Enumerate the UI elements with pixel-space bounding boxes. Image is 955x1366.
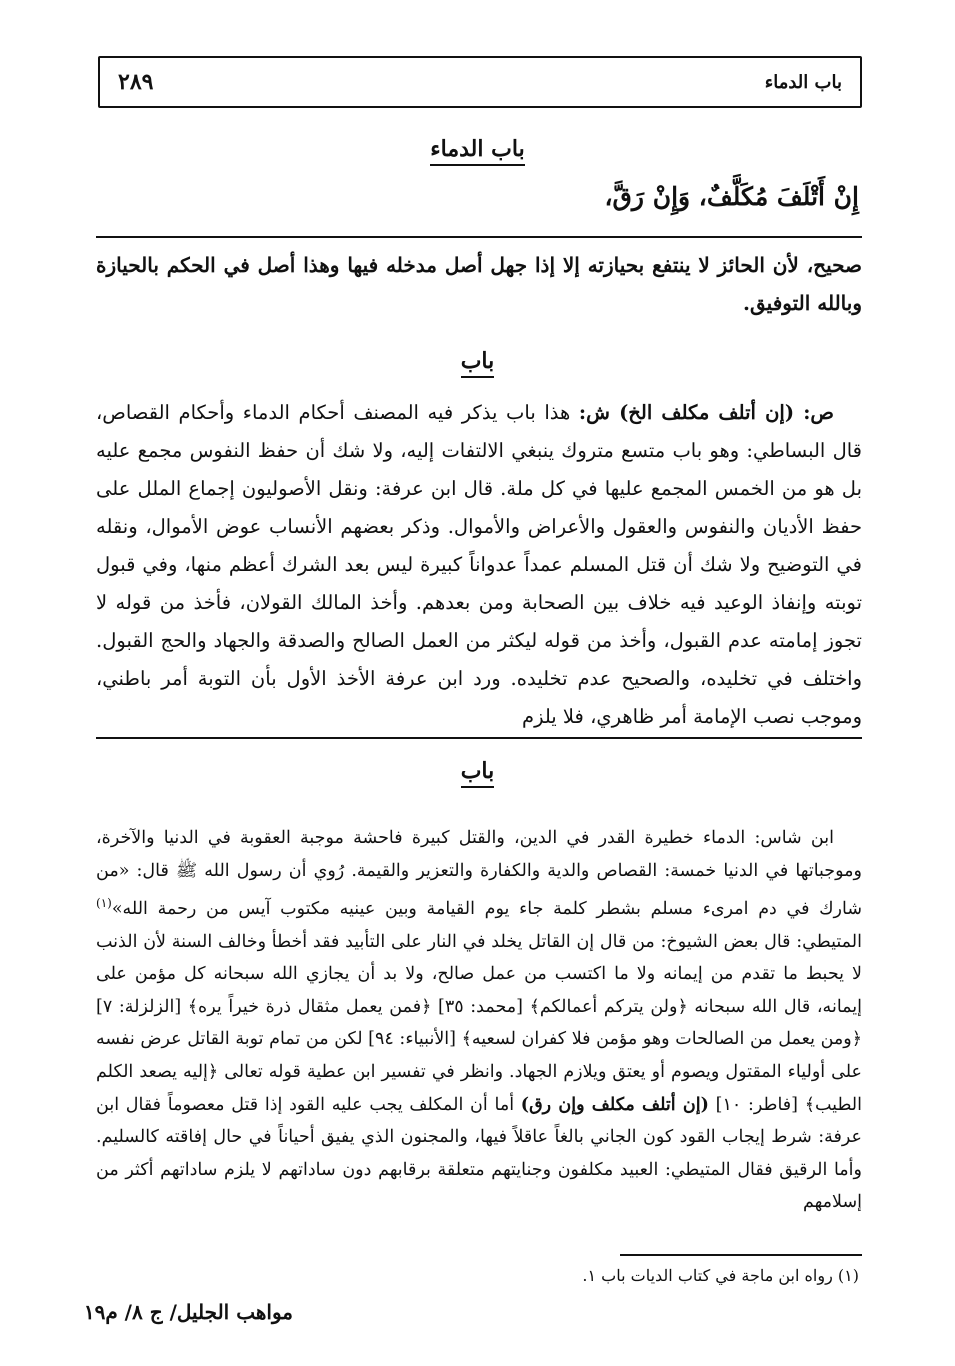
commentary-paragraph-3	[96, 822, 862, 1219]
matn-quote-lead: ص: (إن أتلف مكلف الخ) ش:	[578, 401, 834, 424]
page-footer-signature: مواهب الجليل/ ج ٨/ م١٩	[83, 1300, 293, 1324]
section-heading-bab-2	[0, 758, 955, 788]
commentary-body-3a: ابن شاس: الدماء خطيرة القدر في الدين، والقتل كبيرة فاحشة موجبة العقوبة في الدنيا والآخرة، وموجباتها في الدنيا خمسة: القصاص والدية والكفارة والتعزير والقيمة. رُوي أن رسول الله ﷺ قال: «من شارك في دم امرىء مسلم بشطر كلمة جاء يوم القيامة وبين عينيه مكتوب آيس من رحمة الله»	[96, 828, 862, 920]
commentary-paragraph-2	[96, 394, 862, 736]
commentary-text-1: صحيح، لأن الحائز لا ينتفع بحيازته إلا إذا جهل أصل مدخله فيها وهذا أصل في الحكم بالحيازة وبالله التوفيق.	[96, 253, 862, 315]
commentary-body-3c: أما أن المكلف يجب عليه القود إذا قتل معصوماً فقال ابن عرفة: شرط إيجاب القود كون الجاني بالغاً عاقلاً فيها، والمجنون الذي يفيق أحياناً في حال إفاقته كالسليم. وأما الرقيق فقال المتيطي: العبيد مكلفون وجنايتهم متعلقة برقابهم دون ساداتهم لا يلزم ساداتهم أكثر من إسلامهم	[96, 1094, 862, 1213]
commentary-body-3b: المتيطي: قال بعض الشيوخ: من قال إن القاتل يخلد في النار على التأبيد فقد أخطأ وخالف السنة لأن الذنب لا يحبط ما تقدم من إيمانه ولا ما اكتسب من عمل صالح، ولا بد أن يجازي الله سبحانه كل مؤمن على إيمانه، قال الله سبحانه ﴿ولن يتركم أعمالكم﴾ [محمد: ٣٥] ﴿فمن يعمل مثقال ذرة خيراً يره﴾ [الزلزلة: ٧] ﴿ومن يعمل من الصالحات وهو مؤمن فلا كفران لسعيه﴾ [الأنبياء: ٩٤] لكن من تمام توبة القاتل عرض نفسه على أولياء المقتول ويصوم أو يعتق ويلازم الجهاد. وانظر في تفسير ابن عطية قوله تعالى ﴿إليه يصعد الكلم الطيب﴾ [فاطر: ١٠]	[96, 931, 862, 1115]
section-heading-bab-1	[0, 348, 955, 378]
section-heading-bab-1-text: باب	[461, 348, 495, 378]
footnote: (١) رواه ابن ماجة في كتاب الديات باب ١.	[582, 1266, 859, 1285]
footnote-marker: (١)	[96, 896, 112, 911]
running-header	[98, 56, 862, 108]
section-heading-dima-text: باب الدماء	[430, 136, 524, 166]
section-heading-bab-2-text: باب	[461, 758, 495, 788]
section-heading-dima	[0, 136, 955, 166]
matn-quote-bold: (إن أتلف مكلف وإن رق)	[520, 1094, 709, 1115]
page-number: ٢٨٩	[118, 69, 154, 95]
commentary-text-3	[96, 822, 862, 1219]
commentary-text-2	[96, 394, 862, 736]
commentary-body-2: هذا باب يذكر فيه المصنف أحكام الدماء وأحكام القصاص، قال البساطي: وهو باب متسع متروك ينبغي الالتفات إليه، ولا شك أن حفظ النفوس مجمع عليه بل هو من الخمس المجمع عليها في كل ملة. قال ابن عرفة: ونقل الأصوليون إجماع الملل على حفظ الأديان والنفوس والعقول والأعراض والأموال. وذكر بعضهم الأنساب عوض الأموال، ونقله في التوضيح ولا شك أن قتل المسلم عمداً عدواناً كبيرة ليس بعد الشرك أعظم منها، وفي قبول توبته وإنفاذ الوعيد فيه خلاف بين الصحابة ومن بعدهم. وأخذ المالك القولان، فأخذ من قوله لا تجوز إمامته عدم القبول، وأخذ من قوله ليكثر من العمل الصالح والصدقة والجهاد والحج القبول. واختلف في تخليده، والصحيح عدم تخليده. ورد ابن عرفة الأخذ الأول بأن التوبة أمر باطني، وموجب نصب الإمامة أمر ظاهري، فلا يلزم	[96, 401, 862, 728]
divider-1	[96, 236, 862, 238]
divider-2	[96, 737, 862, 739]
commentary-paragraph-1	[96, 246, 862, 322]
footnote-divider	[620, 1254, 862, 1256]
matn-verse: إِنْ أَتْلَفَ مُكَلَّفٌ، وَإِنْ رَقَّ،	[604, 182, 859, 211]
header-title: باب الدماء	[764, 71, 842, 93]
